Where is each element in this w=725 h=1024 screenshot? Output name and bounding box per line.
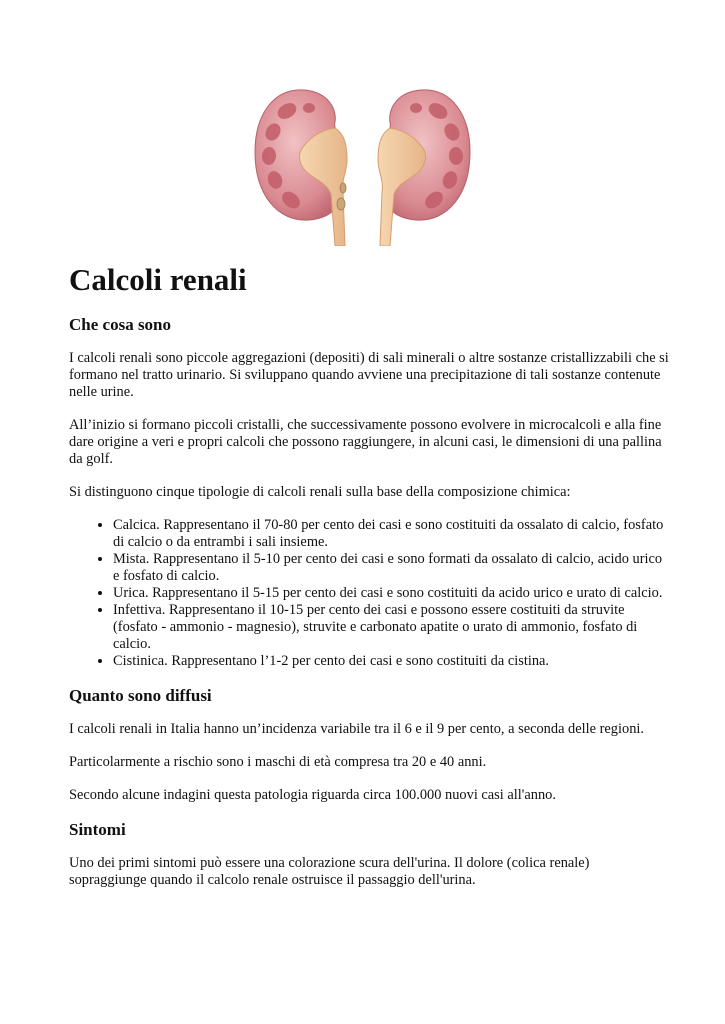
- kidneys-illustration: [249, 84, 476, 246]
- left-kidney: [255, 90, 347, 246]
- paragraph-spread-2: Particolarmente a rischio sono i maschi di età compresa tra 20 e 40 anni.: [69, 754, 487, 770]
- list-item: • Cistinica. Rappresentano l’1-2 per cento dei casi e sono costituiti da cistina.: [113, 653, 669, 670]
- heading-spread: Quanto sono diffusi: [69, 686, 212, 705]
- paragraph-spread-1: I calcoli renali in Italia hanno un’incidenza variabile tra il 6 e il 9 per cento, a seconda delle regioni.: [69, 721, 644, 737]
- heading-what: Che cosa sono: [69, 315, 172, 334]
- heading-symptoms: Sintomi: [69, 820, 126, 839]
- paragraph-what-1: I calcoli renali sono piccole aggregazioni (depositi) di sali minerali o altre sostanze cristallizzabili che si formano nel tratto urinario. Si sviluppano quando avviene una precipitazione di tali sostanze contenute nelle urine.: [69, 350, 669, 400]
- list-item: • Urica. Rappresentano il 5-15 per cento dei casi e sono costituiti da acido urico e urato di calcio.: [113, 585, 669, 602]
- list-item: • Infettiva. Rappresentano il 10-15 per cento dei casi e possono essere costituiti da struvite (fosfato - ammonio - magnesio), struvite e carbonato apatite o urato di ammonio, fosfato di calcio.: [113, 602, 669, 653]
- paragraph-symptoms-1: Uno dei primi sintomi può essere una colorazione scura dell'urina. Il dolore (colica renale) sopraggiunge quando il calcolo renale ostruisce il passaggio dell'urina.: [69, 855, 590, 888]
- list-item: • Calcica. Rappresentano il 70-80 per cento dei casi e sono costituiti da ossalato di calcio, fosfato di calcio o da entrambi i sali insieme.: [113, 517, 669, 551]
- list-item: • Mista. Rappresentano il 5-10 per cento dei casi e sono formati da ossalato di calcio, acido urico e fosfato di calcio.: [113, 551, 669, 585]
- paragraph-what-2: All’inizio si formano piccoli cristalli, che successivamente possono evolvere in microcalcoli e alla fine dare origine a veri e propri calcoli che possono raggiungere, in alcuni casi, le dimensioni di una pallina da golf.: [69, 417, 662, 467]
- paragraph-what-3: Si distinguono cinque tipologie di calcoli renali sulla base della composizione chimica:: [69, 484, 571, 500]
- article: [69, 258, 669, 889]
- types-list: [69, 517, 669, 670]
- kidney-stone: [337, 198, 345, 210]
- kidneys-svg: [249, 84, 476, 246]
- right-kidney: [378, 90, 470, 246]
- paragraph-spread-3: Secondo alcune indagini questa patologia riguarda circa 100.000 nuovi casi all'anno.: [69, 787, 556, 803]
- page-title: Calcoli renali: [69, 262, 247, 297]
